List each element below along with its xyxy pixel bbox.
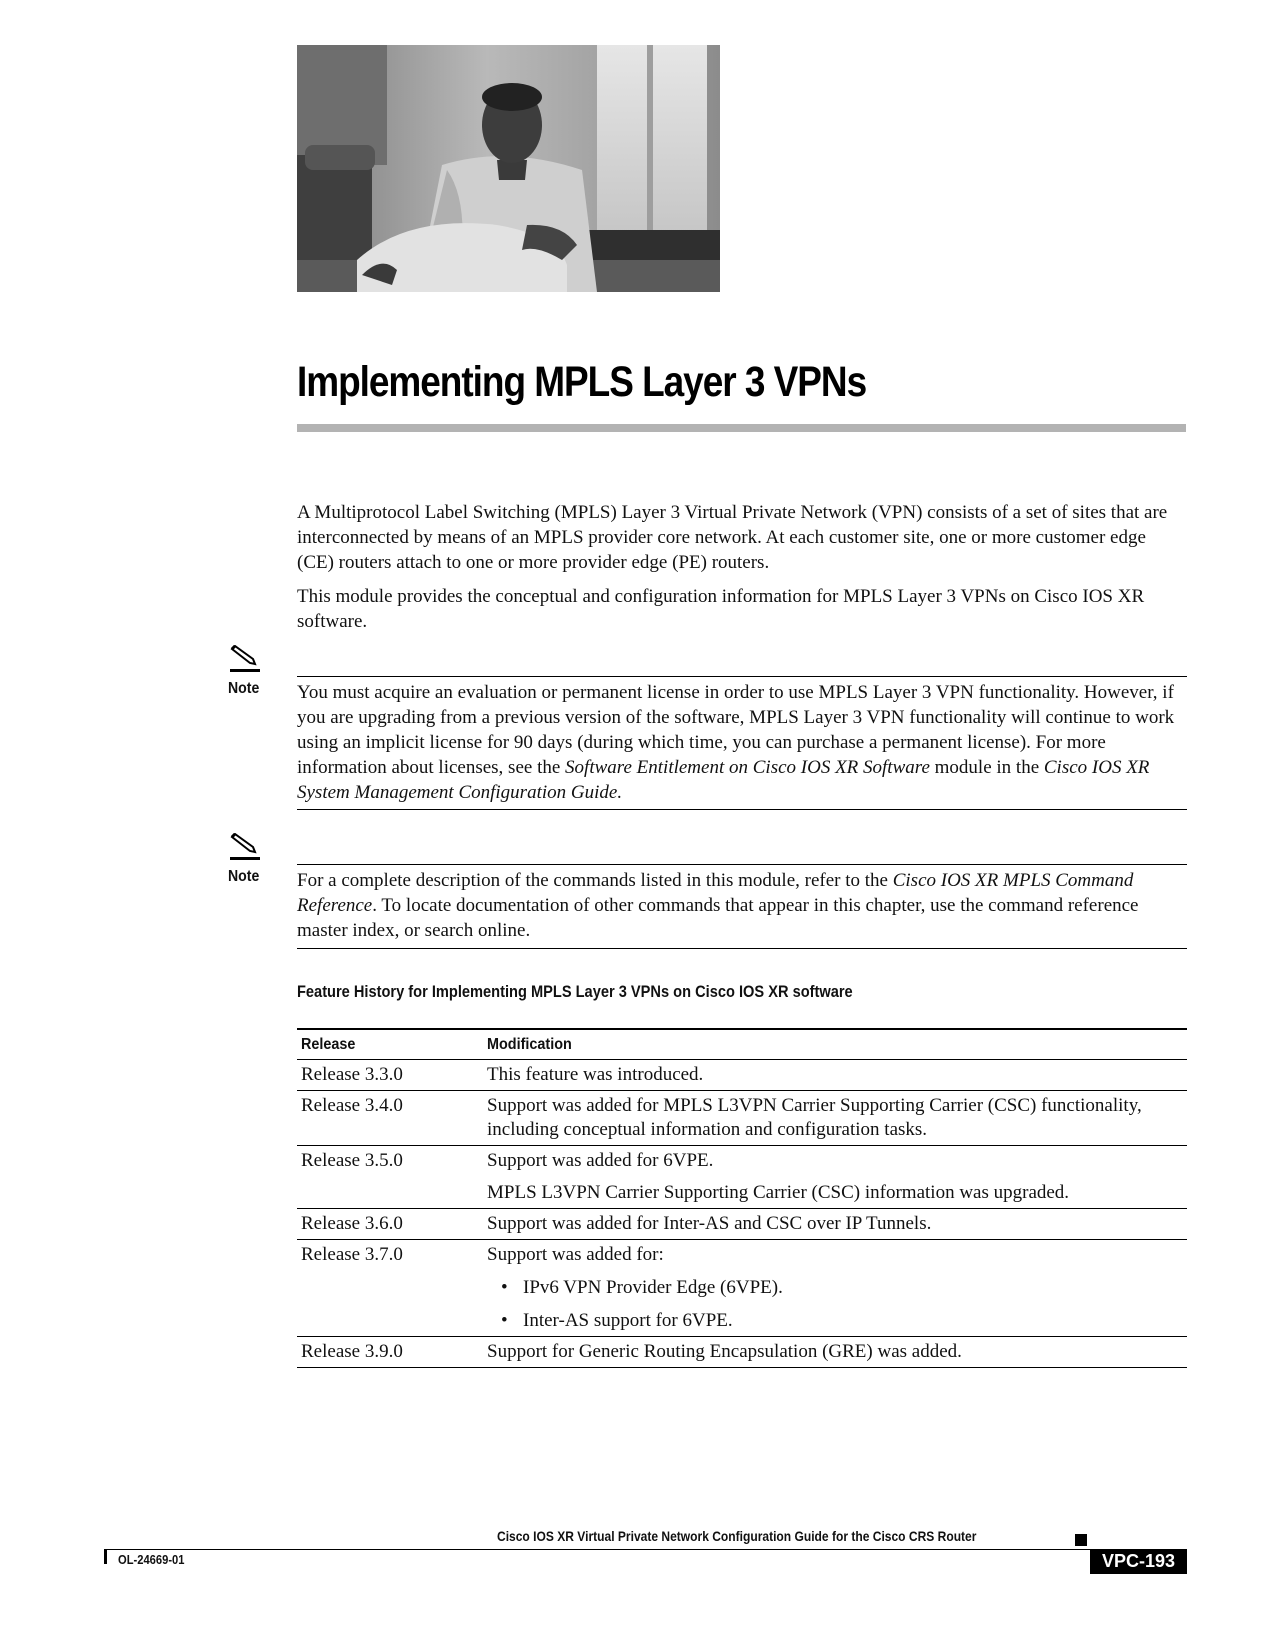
bullet-text: Inter-AS support for 6VPE. [523, 1310, 733, 1331]
page-number-badge: VPC-193 [1090, 1549, 1187, 1574]
release-cell: Release 3.4.0 [297, 1091, 483, 1146]
table-row [297, 1240, 1187, 1337]
release-cell: Release 3.3.0 [297, 1060, 483, 1091]
footer-tick-mark [104, 1550, 107, 1564]
modification-line: Support was added for 6VPE. [487, 1150, 714, 1171]
footer-rule [104, 1549, 1187, 1550]
bullet-icon: • [501, 1310, 508, 1331]
footer-doc-number: OL-24669-01 [118, 1552, 185, 1567]
table-row [297, 1209, 1187, 1240]
release-cell: Release 3.5.0 [297, 1146, 483, 1209]
intro-section [297, 500, 1187, 575]
release-cell: Release 3.9.0 [297, 1337, 483, 1368]
bullet-text: IPv6 VPN Provider Edge (6VPE). [523, 1277, 783, 1298]
note1-text-c: module in the [929, 757, 1044, 778]
note-text-1 [297, 680, 1187, 805]
modification-cell [483, 1240, 1187, 1337]
pencil-icon [228, 645, 262, 673]
note-rule-top-2 [297, 864, 1187, 865]
modification-cell: Support was added for Inter-AS and CSC over IP Tunnels. [483, 1209, 1187, 1240]
bullet-icon: • [501, 1277, 508, 1298]
title-rule [297, 424, 1186, 432]
note1-link-sysmgmt-guide: Cisco IOS XR System Management Configuration Guide. [297, 757, 1150, 803]
note1-text-a: You must acquire an evaluation or permanent license in order to use MPLS Layer 3 VPN functionality. However, if you are upgrading from a previous version of the software, MPLS Layer 3 VPN functionality will continue to work using an implicit license for 90 days (during which time, you can purchase a permanent license). For more information about licenses, see the [297, 682, 1175, 778]
modification-line: MPLS L3VPN Carrier Supporting Carrier (CSC) information was upgraded. [487, 1182, 1070, 1203]
feature-history-table [297, 1028, 1187, 1368]
note-rule-bottom-2 [297, 948, 1187, 949]
table-row [297, 1091, 1187, 1146]
table-caption: Feature History for Implementing MPLS Layer 3 VPNs on Cisco IOS XR software [297, 982, 853, 1001]
modification-cell: Support for Generic Routing Encapsulation (GRE) was added. [483, 1337, 1187, 1368]
note-rule-top-1 [297, 676, 1187, 677]
pencil-icon [228, 833, 262, 861]
intro-section-2 [297, 584, 1187, 634]
header-modification: Modification [483, 1029, 1187, 1060]
footer-guide-title: Cisco IOS XR Virtual Private Network Configuration Guide for the Cisco CRS Router [497, 1528, 977, 1544]
footer-square-mark [1075, 1534, 1087, 1546]
table-header-row [297, 1029, 1187, 1060]
bullet-item [487, 1309, 1183, 1333]
table-row [297, 1146, 1187, 1209]
page-title: Implementing MPLS Layer 3 VPNs [297, 358, 867, 406]
intro-paragraph-2: This module provides the conceptual and configuration information for MPLS Layer 3 VPNs on Cisco IOS XR software. [297, 586, 1145, 632]
note-text-2 [297, 868, 1187, 943]
note2-text-a: For a complete description of the commands listed in this module, refer to the [297, 870, 893, 891]
note1-link-entitlement: Software Entitlement on Cisco IOS XR Software [565, 757, 930, 778]
modification-line: Support was added for: [487, 1244, 664, 1265]
modification-cell: Support was added for MPLS L3VPN Carrier Supporting Carrier (CSC) functionality, including conceptual information and configuration tasks. [483, 1091, 1187, 1146]
release-cell: Release 3.7.0 [297, 1240, 483, 1337]
bullet-item [487, 1276, 1183, 1300]
note-label-2: Note [228, 868, 260, 885]
note-label-1: Note [228, 680, 260, 697]
note-rule-bottom-1 [297, 809, 1187, 810]
note2-text-c: . To locate documentation of other commands that appear in this chapter, use the command reference master index, or search online. [297, 895, 1139, 941]
table-row [297, 1337, 1187, 1368]
modification-cell [483, 1146, 1187, 1209]
intro-paragraph-1: A Multiprotocol Label Switching (MPLS) Layer 3 Virtual Private Network (VPN) consists of a set of sites that are interconnected by means of an MPLS provider core network. At each customer site, one or more customer edge (CE) routers attach to one or more provider edge (PE) routers. [297, 502, 1168, 573]
person-photo-illustration [297, 45, 720, 292]
header-release: Release [297, 1029, 483, 1060]
release-cell: Release 3.6.0 [297, 1209, 483, 1240]
header-photo [297, 45, 720, 292]
note2-link-command-reference: Cisco IOS XR MPLS Command Reference [297, 870, 1134, 916]
table-row [297, 1060, 1187, 1091]
modification-cell: This feature was introduced. [483, 1060, 1187, 1091]
